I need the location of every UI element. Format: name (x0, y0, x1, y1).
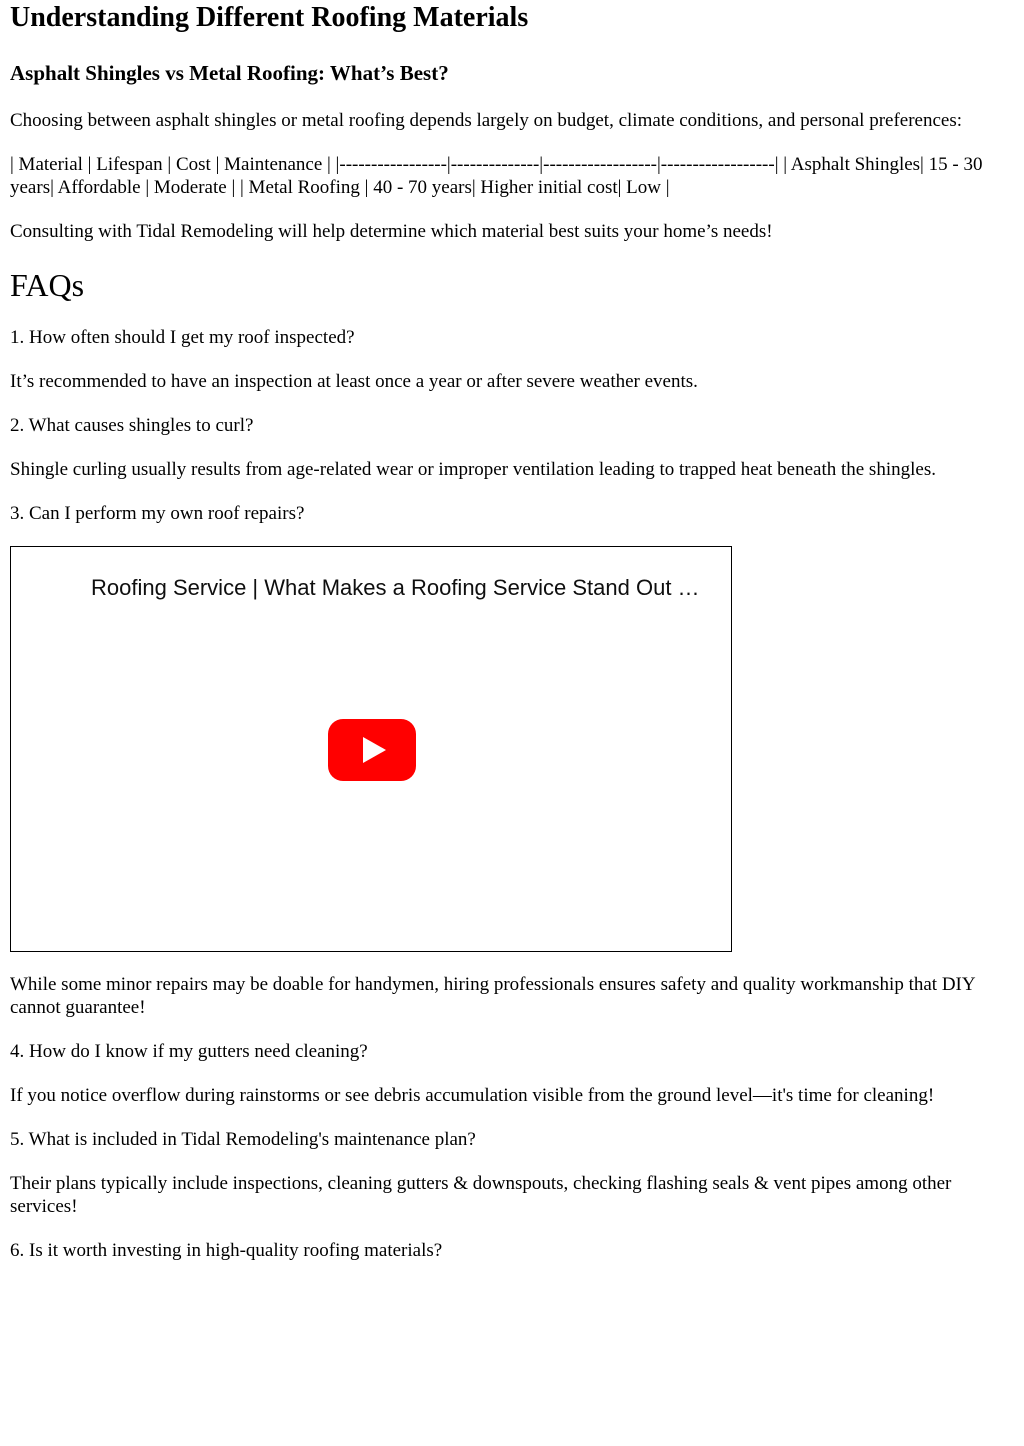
faq-question-5: 5. What is included in Tidal Remodeling's maintenance plan? (10, 1129, 476, 1150)
faq-answer-5: Their plans typically include inspections, cleaning gutters & downspouts, checking flashing seals & vent pipes among other services! (10, 1173, 952, 1217)
section-closing: Consulting with Tidal Remodeling will help determine which material best suits your home’s needs! (10, 221, 773, 242)
faq-answer-3: While some minor repairs may be doable for handymen, hiring professionals ensures safety and quality workmanship that DIY cannot guarantee! (10, 974, 975, 1018)
youtube-play-icon[interactable] (328, 719, 416, 781)
section-heading: Asphalt Shingles vs Metal Roofing: What’s Best? (10, 61, 449, 85)
faq-question-6: 6. Is it worth investing in high-quality roofing materials? (10, 1240, 443, 1261)
faq-answer-4: If you notice overflow during rainstorms or see debris accumulation visible from the ground level—it's time for cleaning! (10, 1085, 935, 1106)
faq-question-3: 3. Can I perform my own roof repairs? (10, 503, 305, 524)
video-embed[interactable] (10, 546, 732, 952)
video-title[interactable]: Roofing Service | What Makes a Roofing Service Stand Out … (91, 575, 700, 600)
comparison-table-text: | Material | Lifespan | Cost | Maintenance | |-----------------|--------------|------------------|------------------| | Asphalt Shingles| 15 - 30 years| Affordable | Moderate | | Metal Roofing | 40 - 70 years| Higher initial cost| Low | (10, 154, 983, 198)
section-intro: Choosing between asphalt shingles or metal roofing depends largely on budget, climate conditions, and personal preferences: (10, 110, 963, 131)
faq-question-4: 4. How do I know if my gutters need cleaning? (10, 1041, 368, 1062)
faq-answer-2: Shingle curling usually results from age-related wear or improper ventilation leading to trapped heat beneath the shingles. (10, 459, 936, 480)
page-title: Understanding Different Roofing Materials (10, 2, 529, 33)
faq-answer-1: It’s recommended to have an inspection at least once a year or after severe weather events. (10, 371, 698, 392)
faq-question-2: 2. What causes shingles to curl? (10, 415, 254, 436)
faqs-heading: FAQs (10, 267, 85, 303)
faq-question-1: 1. How often should I get my roof inspected? (10, 327, 355, 348)
